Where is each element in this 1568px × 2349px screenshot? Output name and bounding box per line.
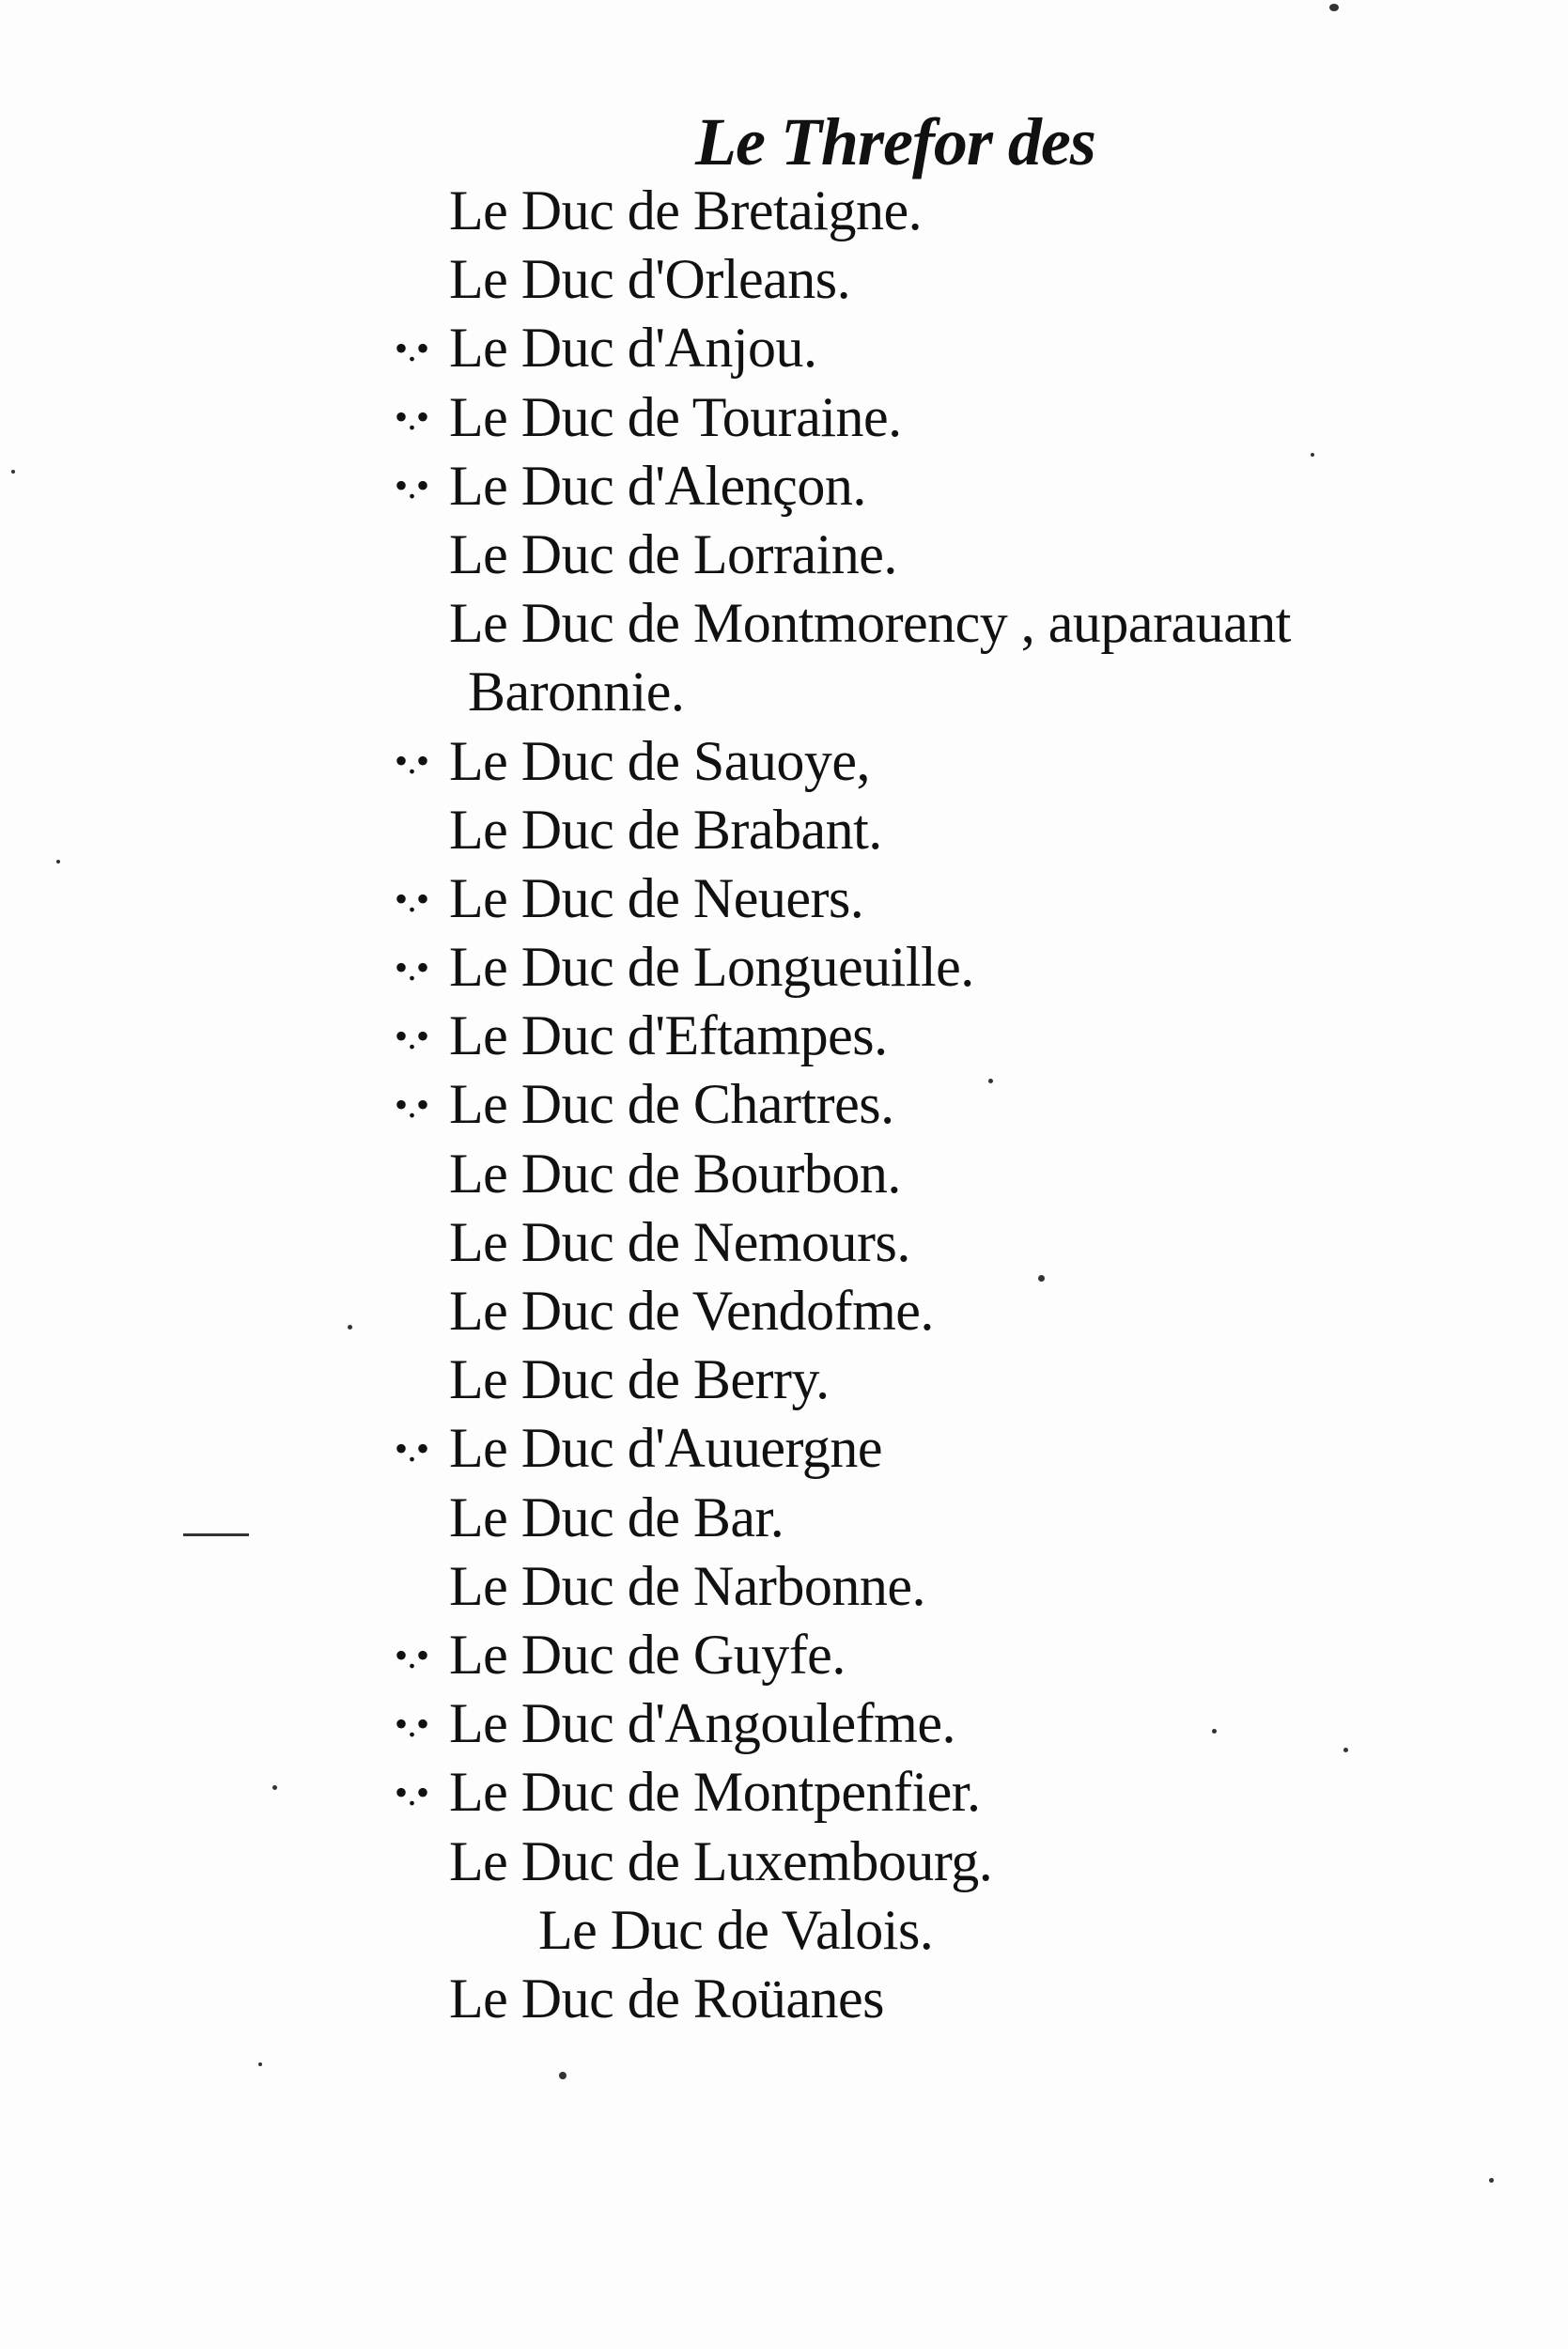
list-item [395, 864, 1503, 933]
ink-speck [56, 860, 60, 863]
entry-marker: •.• [395, 327, 429, 369]
list-item [395, 589, 1503, 726]
list-item [395, 1621, 1503, 1689]
list-item [395, 1277, 1503, 1346]
duke-list [395, 177, 1503, 2033]
entry-text: Le Duc de Nemours. [449, 1210, 910, 1273]
list-item [395, 314, 1503, 382]
entry-text: Le Duc de Neuers. [449, 866, 864, 929]
entry-marker: •.• [395, 1083, 429, 1127]
ink-speck [988, 1079, 993, 1083]
entry-marker: •.• [395, 1633, 429, 1676]
entry-text: Le Duc de Chartres. [449, 1073, 894, 1136]
list-item [395, 933, 1503, 1002]
entry-marker: •.• [395, 739, 429, 783]
ink-speck [11, 470, 15, 474]
entry-text: Le Duc de Bourbon. [449, 1142, 901, 1205]
entry-marker: •.• [395, 1770, 429, 1813]
list-item [395, 177, 1503, 245]
entry-text: Le Duc de Roüanes [449, 1967, 885, 2030]
entry-text: Le Duc d'Orleans. [449, 248, 851, 311]
ink-speck [1343, 1748, 1348, 1752]
list-item [395, 1414, 1503, 1483]
running-head: Le Threfor des [695, 104, 1095, 179]
entry-text: Le Duc de Lorraine. [449, 522, 897, 585]
entry-continuation: Baronnie. [468, 661, 685, 723]
ink-speck [559, 2072, 567, 2079]
entry-text: Le Duc de Brabant. [449, 798, 882, 861]
entry-text: Le Duc de Vendofme. [449, 1280, 934, 1343]
entry-text: Le Duc d'Angoulefme. [449, 1692, 955, 1755]
entry-text: Le Duc de Sauoye, [449, 729, 871, 792]
entry-text: Le Duc de Guyfe. [449, 1623, 846, 1686]
list-item [395, 1484, 1503, 1552]
ink-speck [1329, 4, 1339, 11]
entry-text: Le Duc d'Alençon. [449, 454, 866, 517]
entry-text: Le Duc de Valois. [538, 1898, 934, 1961]
ink-speck [1311, 453, 1314, 457]
entry-text: Le Duc de Montpenfier. [449, 1761, 981, 1824]
list-item [395, 796, 1503, 864]
entry-text: Le Duc d'Eftampes. [449, 1004, 888, 1067]
ink-speck [272, 1785, 277, 1790]
list-item [395, 1758, 1503, 1827]
list-item [395, 245, 1503, 314]
list-item [395, 1896, 1503, 1965]
list-item [395, 1552, 1503, 1621]
entry-text: Le Duc de Narbonne. [449, 1554, 925, 1617]
entry-marker: •.• [395, 945, 429, 988]
list-item [395, 1070, 1503, 1139]
entry-text: Le Duc d'Anjou. [449, 317, 817, 380]
entry-text: Le Duc de Touraine. [449, 385, 902, 448]
list-item [395, 1208, 1503, 1277]
entry-marker: •.• [395, 396, 429, 439]
entry-marker: •.• [395, 464, 429, 507]
list-item [395, 1346, 1503, 1414]
entry-text: Le Duc de Bretaigne. [449, 179, 923, 241]
list-item [395, 1828, 1503, 1896]
entry-text: Le Duc de Luxembourg. [449, 1829, 993, 1892]
entry-text: Le Duc de Montmorency , auparauant [449, 592, 1291, 655]
entry-marker: •.• [395, 1014, 429, 1057]
list-item [395, 727, 1503, 796]
entry-text: Le Duc d'Auuergne [449, 1417, 883, 1480]
ink-speck [1489, 2178, 1494, 2183]
list-item [395, 1002, 1503, 1070]
entry-marker: •.• [395, 1702, 429, 1745]
list-item [395, 383, 1503, 452]
ink-speck [258, 2062, 262, 2066]
list-item [395, 1689, 1503, 1758]
list-item [395, 1965, 1503, 2033]
entry-marker: •.• [395, 1427, 429, 1470]
entry-text: Le Duc de Berry. [449, 1348, 830, 1411]
ink-speck [1212, 1729, 1217, 1734]
list-item [395, 521, 1503, 589]
list-item [395, 452, 1503, 521]
ink-speck [1038, 1275, 1045, 1282]
entry-text: Le Duc de Bar. [449, 1486, 784, 1548]
entry-marker: •.• [395, 877, 429, 920]
ink-speck [348, 1325, 352, 1330]
entry-text: Le Duc de Longueuille. [449, 936, 974, 999]
margin-dash [183, 1533, 249, 1536]
list-item [395, 1140, 1503, 1208]
